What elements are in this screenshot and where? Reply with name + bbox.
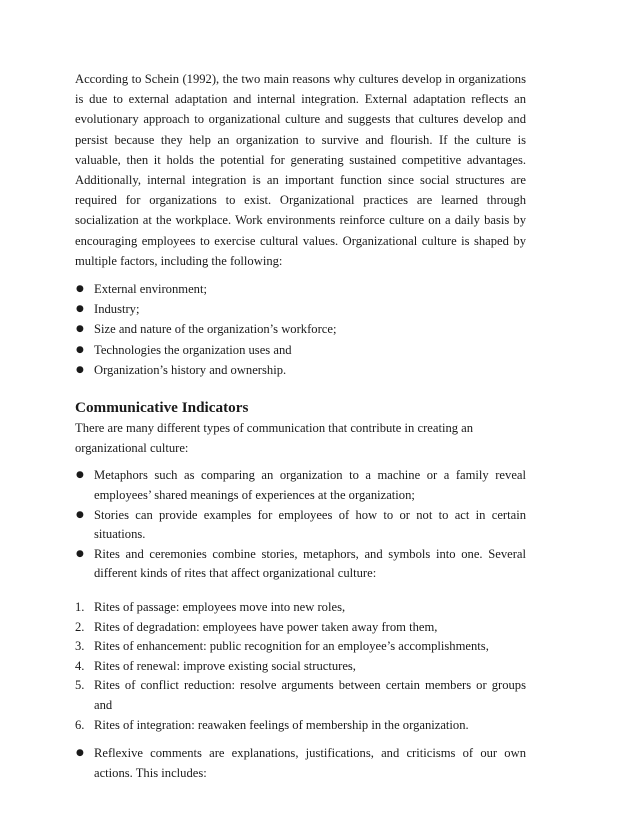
numbered-item-text: Rites of passage: employees move into new roles, — [94, 600, 346, 615]
list-item-text: Technologies the organization uses and — [94, 342, 292, 357]
list-item-text: Size and nature of the organization’s workforce; — [94, 322, 337, 337]
list-item — [75, 466, 526, 505]
list-item — [75, 299, 526, 319]
list-item — [75, 744, 526, 783]
numbered-item — [75, 598, 526, 618]
numbered-item-text: Rites of enhancement: public recognition for an employee’s accomplishments, — [94, 639, 489, 654]
numbered-item — [75, 637, 526, 657]
numbered-item-text: Rites of degradation: employees have power taken away from them, — [94, 619, 438, 634]
list-item-text: Stories can provide examples for employees of how to or not to act in certain situations. — [94, 507, 526, 542]
numbered-item-text: Rites of renewal: improve existing social structures, — [94, 658, 356, 673]
list-item — [75, 545, 526, 584]
bullet-icon: ● — [76, 548, 84, 559]
bullet-icon: ● — [76, 470, 84, 481]
list-item — [75, 279, 526, 299]
reflexive-list — [75, 744, 526, 783]
numbered-item-text: Rites of conflict reduction: resolve arguments between certain members or groups and — [94, 678, 526, 712]
item-number: 5. — [75, 678, 85, 693]
bullet-icon: ● — [76, 748, 84, 759]
numbered-item — [75, 618, 526, 638]
item-number: 2. — [75, 619, 85, 634]
communication-types-list — [75, 466, 526, 584]
item-number: 6. — [75, 717, 85, 732]
numbered-item — [75, 657, 526, 677]
list-item — [75, 340, 526, 360]
list-item-text: Reflexive comments are explanations, justifications, and criticisms of our own actions. This includes: — [94, 746, 526, 780]
list-item-text: External environment; — [94, 282, 207, 297]
list-item-text: Metaphors such as comparing an organization to a machine or a family reveal employees’ shared meanings of experiences at the organization; — [94, 468, 526, 503]
section-intro: There are many different types of communication that contribute in creating an organizational culture: — [75, 421, 474, 456]
list-item — [75, 506, 526, 545]
section-heading: Communicative Indicators — [75, 399, 249, 417]
bullet-icon: ● — [76, 324, 84, 335]
list-item-text: Industry; — [94, 302, 140, 317]
item-number: 3. — [75, 639, 85, 654]
item-number: 4. — [75, 658, 85, 673]
bullet-icon: ● — [76, 344, 84, 355]
numbered-item — [75, 716, 526, 736]
rites-list — [75, 598, 526, 735]
intro-paragraph: According to Schein (1992), the two main reasons why cultures develop in organizations is due to external adaptation and internal integration. External adaptation reflects an evolutionary approach to organizational culture and suggests that cultures develop and persist because they help an organization to survive and flourish. If the culture is valuable, then it holds the potential for generating sustained competitive advantages. Additionally, internal integration is an important function since social structures are required for organizations to exist. Organizational practices are learned through socialization at the workplace. Work environments reinforce culture on a daily basis by encouraging employees to exercise cultural values. Organizational culture is shaped by multiple factors, including the following: — [75, 72, 526, 268]
bullet-icon: ● — [76, 364, 84, 375]
list-item — [75, 360, 526, 380]
list-item — [75, 319, 526, 339]
bullet-icon: ● — [76, 509, 84, 520]
list-item-text: Organization’s history and ownership. — [94, 362, 287, 377]
item-number: 1. — [75, 600, 85, 615]
document-page — [75, 69, 526, 783]
list-item-text: Rites and ceremonies combine stories, metaphors, and symbols into one. Several different kinds of rites that affect organizational culture: — [94, 546, 526, 581]
numbered-item-text: Rites of integration: reawaken feelings of membership in the organization. — [94, 717, 469, 732]
culture-factors-list — [75, 279, 526, 380]
bullet-icon: ● — [76, 304, 84, 315]
bullet-icon: ● — [76, 284, 84, 295]
numbered-item — [75, 676, 526, 715]
